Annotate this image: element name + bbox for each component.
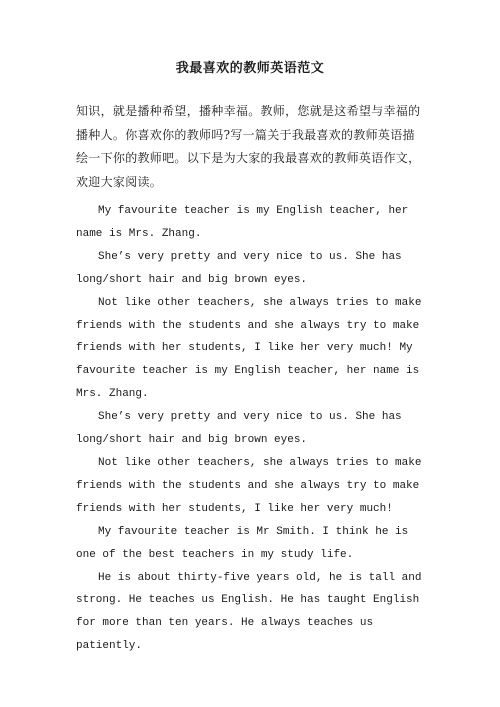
essay-body bbox=[76, 200, 430, 658]
essay-paragraph: She’s very pretty and very nice to us. She has long/short hair and big brown eyes. bbox=[76, 250, 402, 286]
essay-paragraph: He is about thirty-five years old, he is tall and strong. He teaches us English. He has taught English for more than ten years. He always teaches us patiently. bbox=[76, 571, 422, 653]
essay-paragraph: She’s very pretty and very nice to us. She has long/short hair and big brown eyes. bbox=[76, 411, 402, 447]
intro-paragraph: 知识，就是播种希望，播种幸福。教师，您就是这希望与幸福的播种人。你喜欢你的教师吗?写一篇关于我最喜欢的教师英语描绘一下你的教师吧。以下是为大家的我最喜欢的教师英语作文，欢迎大家阅读。 bbox=[76, 104, 421, 189]
document-title: 我最喜欢的教师英语范文 bbox=[175, 61, 325, 76]
essay-paragraph: My favourite teacher is my English teacher, her name is Mrs. Zhang. bbox=[76, 205, 409, 240]
essay-paragraph: Not like other teachers, she always tries to make friends with the students and she always try to make friends with her students, I like her very much! bbox=[76, 456, 422, 515]
essay-paragraph: Not like other teachers, she always tries to make friends with the students and she always try to make friends with her students, I like her very much! My favourite teacher is my English teacher, her name is Mrs. Zhang. bbox=[76, 296, 422, 401]
essay-paragraph: My favourite teacher is Mr Smith. I think he is one of the best teachers in my study life. bbox=[76, 525, 409, 561]
